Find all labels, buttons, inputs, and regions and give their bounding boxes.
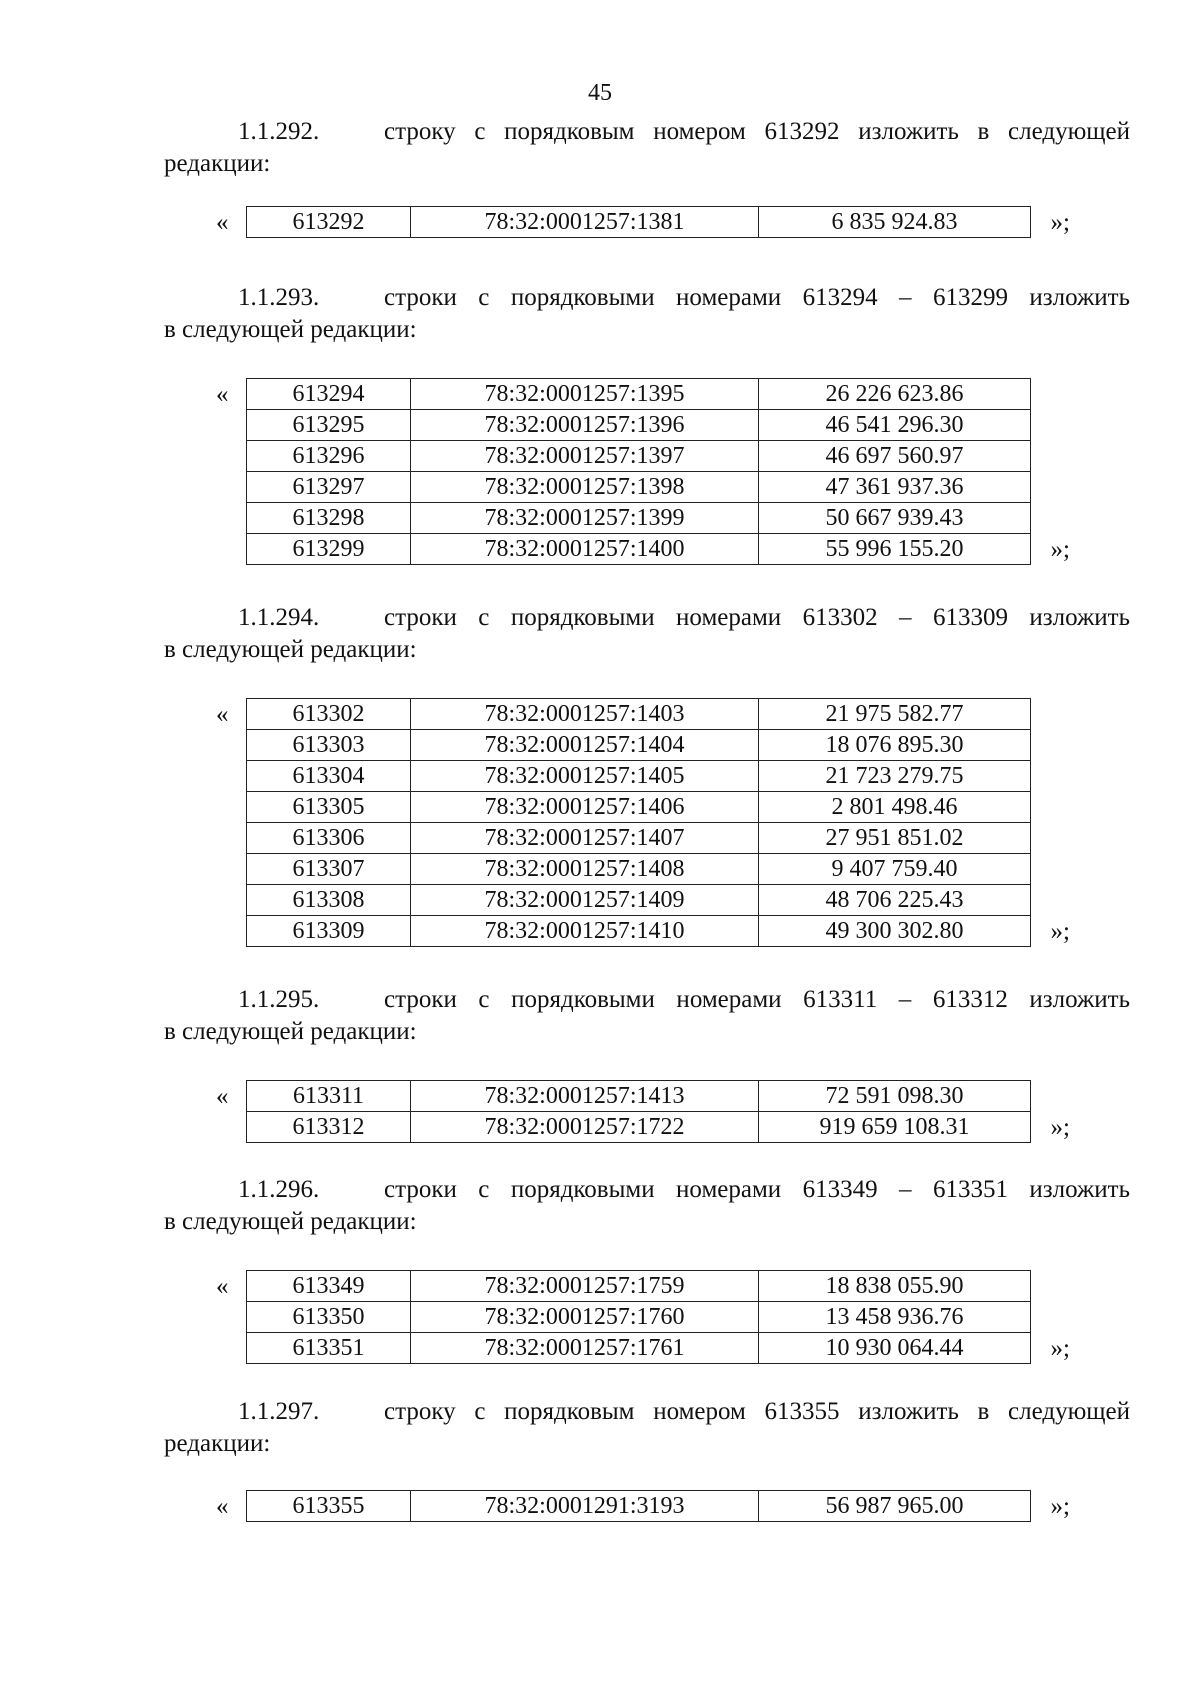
cadastral-value-cell: 18 838 055.90 (759, 1271, 1031, 1302)
section-text-continued: в следующей редакции: (164, 636, 417, 663)
serial-number-cell: 613355 (247, 1491, 411, 1522)
table-row (247, 1112, 1031, 1143)
table-body (247, 1491, 1031, 1522)
table-row (247, 699, 1031, 730)
section-number: 1.1.296. (238, 1176, 320, 1203)
cadastral-number-cell: 78:32:0001257:1400 (411, 534, 759, 565)
serial-number-cell: 613351 (247, 1333, 411, 1364)
opening-quote: « (216, 1083, 229, 1110)
cadastral-number-cell: 78:32:0001257:1722 (411, 1112, 759, 1143)
cadastral-number-cell: 78:32:0001257:1398 (411, 472, 759, 503)
amendment-section-292 (164, 116, 1130, 238)
opening-quote: « (216, 209, 229, 236)
table-row (247, 730, 1031, 761)
section-text-continued: редакции: (164, 150, 271, 177)
table-body (247, 379, 1031, 565)
amendment-section-297 (164, 1396, 1130, 1522)
cadastral-number-cell: 78:32:0001257:1407 (411, 823, 759, 854)
table-row (247, 916, 1031, 947)
closing-quote: »; (1050, 1114, 1070, 1141)
opening-quote: « (216, 701, 229, 728)
section-text-continued: в следующей редакции: (164, 1018, 417, 1045)
serial-number-cell: 613312 (247, 1112, 411, 1143)
serial-number-cell: 613307 (247, 854, 411, 885)
cadastral-value-cell: 21 723 279.75 (759, 761, 1031, 792)
cadastral-number-cell: 78:32:0001257:1397 (411, 441, 759, 472)
replacement-table (216, 1080, 1070, 1143)
section-text: строки с порядковыми номерами 613311 – 613312 изложить (384, 986, 1130, 1013)
cadastral-value-cell: 21 975 582.77 (759, 699, 1031, 730)
cadastral-number-cell: 78:32:0001257:1381 (411, 207, 759, 238)
section-text: строки с порядковыми номерами 613294 – 613299 изложить (384, 284, 1130, 311)
serial-number-cell: 613308 (247, 885, 411, 916)
table-row (247, 503, 1031, 534)
replacement-table (216, 1490, 1070, 1522)
serial-number-cell: 613298 (247, 503, 411, 534)
table-body (247, 1081, 1031, 1143)
table-row (247, 1302, 1031, 1333)
serial-number-cell: 613309 (247, 916, 411, 947)
table-row (247, 1491, 1031, 1522)
cadastral-number-cell: 78:32:0001257:1396 (411, 410, 759, 441)
serial-number-cell: 613295 (247, 410, 411, 441)
cadastral-value-cell: 6 835 924.83 (759, 207, 1031, 238)
data-table (246, 1490, 1031, 1522)
opening-quote: « (216, 1493, 229, 1520)
closing-quote: »; (1050, 918, 1070, 945)
cadastral-value-cell: 10 930 064.44 (759, 1333, 1031, 1364)
serial-number-cell: 613299 (247, 534, 411, 565)
serial-number-cell: 613297 (247, 472, 411, 503)
cadastral-value-cell: 48 706 225.43 (759, 885, 1031, 916)
section-number: 1.1.293. (238, 284, 320, 311)
table-row (247, 854, 1031, 885)
serial-number-cell: 613304 (247, 761, 411, 792)
section-heading (164, 1174, 1130, 1206)
cadastral-number-cell: 78:32:0001257:1409 (411, 885, 759, 916)
opening-quote: « (216, 1273, 229, 1300)
amendment-section-296 (164, 1174, 1130, 1364)
cadastral-number-cell: 78:32:0001257:1413 (411, 1081, 759, 1112)
cadastral-number-cell: 78:32:0001257:1404 (411, 730, 759, 761)
cadastral-value-cell: 919 659 108.31 (759, 1112, 1031, 1143)
serial-number-cell: 613349 (247, 1271, 411, 1302)
cadastral-value-cell: 26 226 623.86 (759, 379, 1031, 410)
cadastral-number-cell: 78:32:0001257:1760 (411, 1302, 759, 1333)
section-number: 1.1.295. (238, 986, 320, 1013)
cadastral-number-cell: 78:32:0001257:1405 (411, 761, 759, 792)
cadastral-value-cell: 56 987 965.00 (759, 1491, 1031, 1522)
replacement-table (216, 1270, 1070, 1364)
closing-quote: »; (1050, 536, 1070, 563)
table-body (247, 1271, 1031, 1364)
section-text-continued: в следующей редакции: (164, 316, 417, 343)
serial-number-cell: 613350 (247, 1302, 411, 1333)
serial-number-cell: 613303 (247, 730, 411, 761)
section-heading (164, 984, 1130, 1016)
section-text-continued: редакции: (164, 1430, 271, 1457)
section-number: 1.1.294. (238, 604, 320, 631)
section-text: строки с порядковыми номерами 613349 – 613351 изложить (384, 1176, 1130, 1203)
table-row (247, 1333, 1031, 1364)
cadastral-number-cell: 78:32:0001257:1395 (411, 379, 759, 410)
data-table (246, 1080, 1031, 1143)
table-row (247, 534, 1031, 565)
cadastral-number-cell: 78:32:0001257:1759 (411, 1271, 759, 1302)
cadastral-value-cell: 72 591 098.30 (759, 1081, 1031, 1112)
section-text: строку с порядковым номером 613292 изложить в следующей (384, 118, 1130, 145)
closing-quote: »; (1050, 1493, 1070, 1520)
serial-number-cell: 613306 (247, 823, 411, 854)
replacement-table (216, 698, 1070, 947)
opening-quote: « (216, 381, 229, 408)
serial-number-cell: 613292 (247, 207, 411, 238)
table-row (247, 1271, 1031, 1302)
cadastral-value-cell: 47 361 937.36 (759, 472, 1031, 503)
serial-number-cell: 613302 (247, 699, 411, 730)
section-text: строку с порядковым номером 613355 изложить в следующей (384, 1398, 1130, 1425)
section-text-continued: в следующей редакции: (164, 1208, 417, 1235)
table-row (247, 472, 1031, 503)
amendment-section-295 (164, 984, 1130, 1143)
cadastral-number-cell: 78:32:0001257:1406 (411, 792, 759, 823)
serial-number-cell: 613305 (247, 792, 411, 823)
cadastral-number-cell: 78:32:0001257:1410 (411, 916, 759, 947)
section-number: 1.1.297. (238, 1398, 320, 1425)
cadastral-value-cell: 55 996 155.20 (759, 534, 1031, 565)
section-heading (164, 1396, 1130, 1428)
table-row (247, 410, 1031, 441)
cadastral-value-cell: 49 300 302.80 (759, 916, 1031, 947)
cadastral-value-cell: 46 697 560.97 (759, 441, 1031, 472)
cadastral-number-cell: 78:32:0001257:1403 (411, 699, 759, 730)
data-table (246, 378, 1031, 565)
table-row (247, 441, 1031, 472)
cadastral-value-cell: 2 801 498.46 (759, 792, 1031, 823)
cadastral-number-cell: 78:32:0001257:1761 (411, 1333, 759, 1364)
closing-quote: »; (1050, 1335, 1070, 1362)
table-row (247, 379, 1031, 410)
cadastral-value-cell: 46 541 296.30 (759, 410, 1031, 441)
cadastral-number-cell: 78:32:0001291:3193 (411, 1491, 759, 1522)
table-row (247, 885, 1031, 916)
serial-number-cell: 613296 (247, 441, 411, 472)
amendment-section-294 (164, 602, 1130, 947)
section-heading (164, 282, 1130, 314)
cadastral-value-cell: 13 458 936.76 (759, 1302, 1031, 1333)
closing-quote: »; (1050, 209, 1070, 236)
table-body (247, 699, 1031, 947)
cadastral-value-cell: 27 951 851.02 (759, 823, 1031, 854)
table-row (247, 207, 1031, 238)
table-row (247, 1081, 1031, 1112)
data-table (246, 1270, 1031, 1364)
table-row (247, 792, 1031, 823)
cadastral-value-cell: 18 076 895.30 (759, 730, 1031, 761)
serial-number-cell: 613294 (247, 379, 411, 410)
section-text: строки с порядковыми номерами 613302 – 613309 изложить (384, 604, 1130, 631)
section-number: 1.1.292. (238, 118, 320, 145)
replacement-table (216, 206, 1070, 238)
serial-number-cell: 613311 (247, 1081, 411, 1112)
data-table (246, 206, 1031, 238)
table-row (247, 823, 1031, 854)
cadastral-number-cell: 78:32:0001257:1399 (411, 503, 759, 534)
section-heading (164, 602, 1130, 634)
page-number: 45 (588, 80, 612, 106)
data-table (246, 698, 1031, 947)
amendment-section-293 (164, 282, 1130, 565)
table-row (247, 761, 1031, 792)
cadastral-number-cell: 78:32:0001257:1408 (411, 854, 759, 885)
cadastral-value-cell: 50 667 939.43 (759, 503, 1031, 534)
table-body (247, 207, 1031, 238)
replacement-table (216, 378, 1070, 565)
section-heading (164, 116, 1130, 148)
cadastral-value-cell: 9 407 759.40 (759, 854, 1031, 885)
